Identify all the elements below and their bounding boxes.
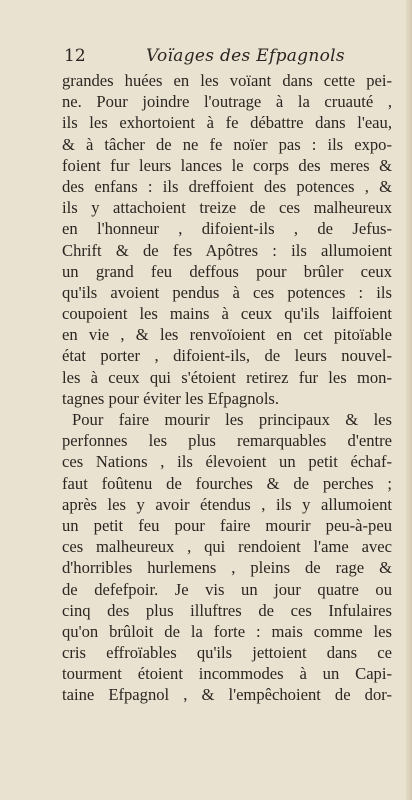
text-line: état porter , difoient-ils, de leurs nouvel- <box>62 346 392 366</box>
text-line: tourment étoient incommodes à un Capi- <box>62 664 392 684</box>
text-line: foient fur leurs lances le corps des meres & <box>62 155 392 175</box>
paragraph-start-line: Pour faire mourir les principaux & les <box>72 410 392 429</box>
text-line: d'horribles hurlemens , pleins de rage & <box>62 558 392 578</box>
text-line: cris effroïables qu'ils jettoient dans ce <box>62 643 392 663</box>
text-line: de defefpoir. Je vis un jour quatre ou <box>62 579 392 599</box>
text-line: perfonnes les plus remarquables d'entre <box>62 431 392 451</box>
text-line: ils les exhortoient à fe débattre dans l'eau, <box>62 113 392 133</box>
text-line: faut foûtenu de fourches & de perches ; <box>62 473 392 493</box>
text-line: grandes huées en les voïant dans cette pei- <box>62 71 392 90</box>
text-line: en l'honneur , difoient-ils , de Jefus- <box>62 219 392 239</box>
text-line: coupoient les mains à ceux qu'ils laiffoient <box>62 304 392 324</box>
page-number: 12 <box>64 46 86 66</box>
text-line: après les y avoir étendus , ils y allumoient <box>62 494 392 514</box>
body-text <box>62 70 392 706</box>
text-line: en vie , & les renvoïoient en cet pitoïable <box>62 325 392 345</box>
text-line: & à tâcher de ne fe noïer pas : ils expo- <box>62 134 392 154</box>
text-line: un grand feu deffous pour brûler ceux <box>62 261 392 281</box>
text-line: qu'on brûloit de la forte : mais comme les <box>62 621 392 641</box>
text-line: taine Efpagnol , & l'empêchoient de dor- <box>62 685 392 705</box>
text-line: un petit feu pour faire mourir peu-à-peu <box>62 515 392 535</box>
text-line: ils y attachoient treize de ces malheureux <box>62 198 392 218</box>
text-line: qu'ils avoient pendus à ces potences : ils <box>62 282 392 302</box>
text-line: Chrift & de fes Apôtres : ils allumoient <box>62 240 392 260</box>
text-line: ces malheureux , qui rendoient l'ame avec <box>62 537 392 557</box>
text-line: cinq des plus illuftres de ces Infulaires <box>62 600 392 620</box>
text-line: les à ceux qui s'étoient retirez fur les mon- <box>62 367 392 387</box>
page-edge <box>406 0 412 800</box>
text-line: ces Nations , ils élevoient un petit échaf- <box>62 452 392 472</box>
text-line: ne. Pour joindre l'outrage à la cruauté , <box>62 92 392 112</box>
paragraph-end-line: tagnes pour éviter les Efpagnols. <box>62 388 280 408</box>
running-title: Voïages des Efpagnols <box>146 46 345 66</box>
text-line: des enfans : ils dreffoient des potences , & <box>62 176 392 196</box>
